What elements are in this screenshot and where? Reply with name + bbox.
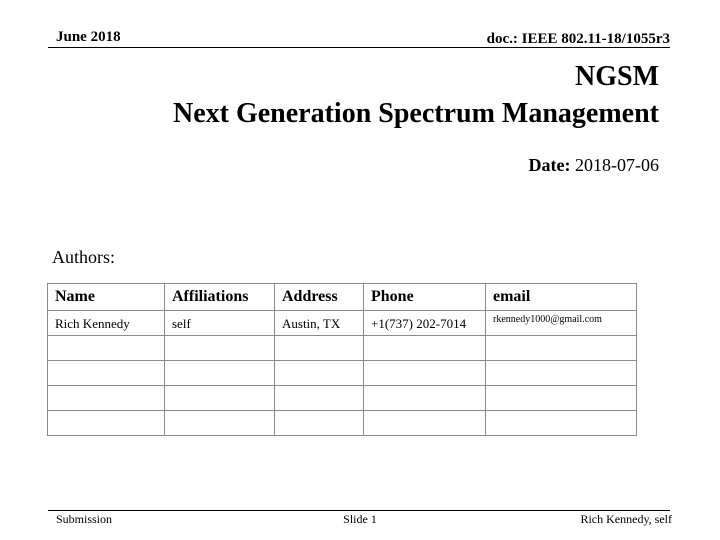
cell-email [486,386,637,411]
cell-email: rkennedy1000@gmail.com [486,311,637,336]
slide-title [39,58,659,132]
cell-address: Austin, TX [275,311,364,336]
cell-address [275,361,364,386]
cell-phone: +1(737) 202-7014 [364,311,486,336]
column-header-name: Name [48,284,165,311]
cell-email [486,336,637,361]
cell-phone [364,336,486,361]
header-date: June 2018 [56,29,121,45]
cell-name [48,411,165,436]
cell-address [275,336,364,361]
date-line [529,155,659,176]
cell-address [275,386,364,411]
cell-affiliation [165,361,275,386]
cell-name [48,386,165,411]
date-label: Date: [528,155,571,175]
authors-table [47,283,637,436]
cell-affiliation [165,411,275,436]
table-row [48,361,637,386]
column-header-affiliations: Affiliations [165,284,275,311]
column-header-phone: Phone [364,284,486,311]
cell-affiliation [165,336,275,361]
column-header-address: Address [275,284,364,311]
cell-affiliation: self [165,311,275,336]
title-line-2: Next Generation Spectrum Management [172,98,659,129]
cell-phone [364,411,486,436]
cell-name [48,336,165,361]
footer-submission: Submission [56,512,113,526]
date-value: 2018-07-06 [575,155,659,175]
table-row [48,386,637,411]
column-header-email: email [486,284,637,311]
cell-phone [364,386,486,411]
cell-name: Rich Kennedy [48,311,165,336]
table-row [48,336,637,361]
table-row [48,411,637,436]
cell-affiliation [165,386,275,411]
table-header-row [48,284,637,311]
cell-email [486,361,637,386]
table-row [48,311,637,336]
header-divider [48,47,670,48]
footer-slide-number: Slide 1 [343,512,377,526]
footer-author: Rich Kennedy, self [580,512,672,526]
authors-label: Authors: [52,247,115,267]
title-line-1: NGSM [575,61,659,92]
cell-phone [364,361,486,386]
header-doc-id: doc.: IEEE 802.11-18/1055r3 [486,31,670,47]
cell-email [486,411,637,436]
cell-name [48,361,165,386]
footer-divider [48,510,670,511]
cell-address [275,411,364,436]
